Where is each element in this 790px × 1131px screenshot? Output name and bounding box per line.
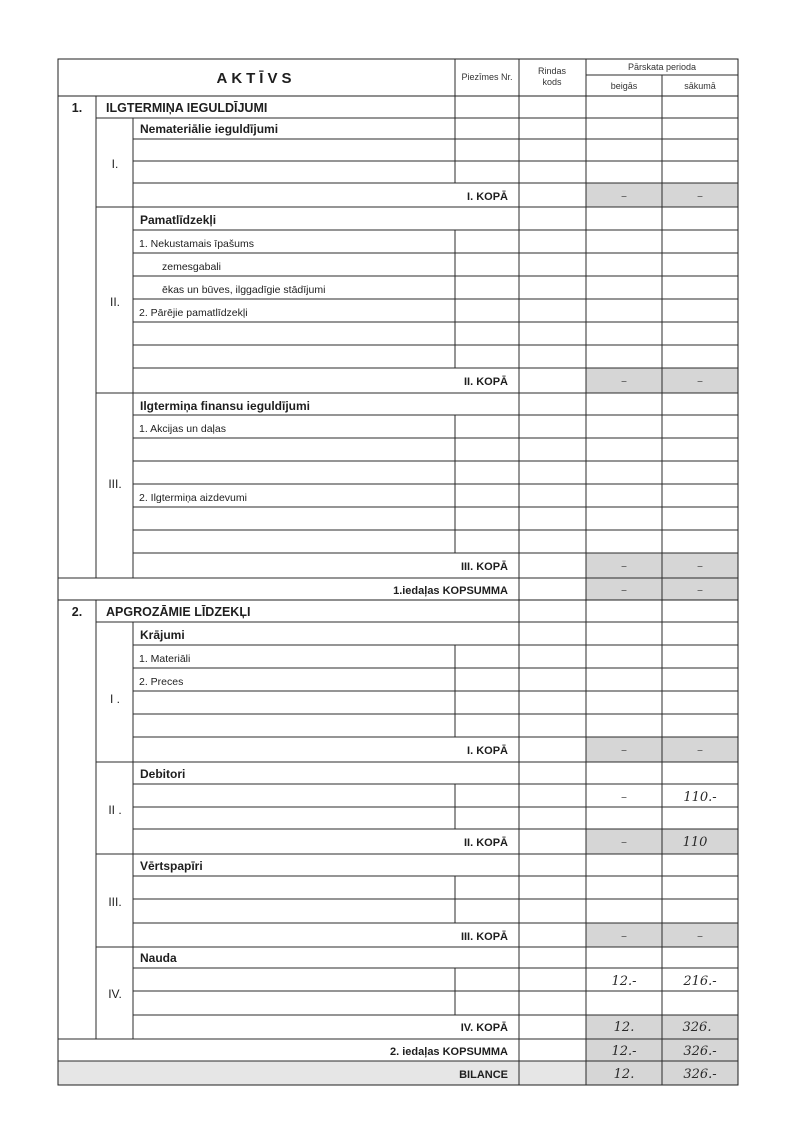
s1-sub3-row1: 1. Akcijas un daļas (139, 423, 226, 435)
header-code-line2: kods (542, 77, 562, 87)
s2-sub1-row2: 2. Preces (139, 676, 184, 688)
s1-sub2-row1: 1. Nekustamais īpašums (139, 238, 254, 250)
s2-sub1-title: Krājumi (140, 628, 185, 642)
s1-sub3-title: Ilgtermiņa finansu ieguldījumi (140, 399, 311, 413)
s1-sub2-total-start: – (697, 374, 703, 388)
s1-sub3-total-end: – (621, 559, 627, 573)
section2-sum-end: 12.- (611, 1044, 637, 1059)
s1-sub1-total-label: I. KOPĀ (467, 191, 508, 203)
s1-sub3-total-label: III. KOPĀ (460, 561, 508, 573)
s2-sub2-total-start: 110 (682, 835, 708, 850)
s2-sub2-row-start: 110.- (683, 790, 717, 805)
s2-sub2-title: Debitori (140, 767, 186, 781)
s2-sub4-total-label: IV. KOPĀ (460, 1022, 508, 1034)
section2-sum-label: 2. iedaļas KOPSUMMA (390, 1046, 508, 1058)
s2-sub4-row-start: 216.- (683, 974, 717, 989)
s1-sub2-total-end: – (621, 374, 627, 388)
section2-title: APGROZĀMIE LĪDZEKĻI (106, 605, 251, 619)
s1-sub1-title: Nemateriālie ieguldījumi (140, 122, 279, 136)
s1-sub2-total-label: II. KOPĀ (463, 376, 508, 388)
header-start: sākumā (684, 81, 716, 91)
s2-sub1-total-start: – (697, 743, 703, 757)
s2-sub1-total-label: I. KOPĀ (467, 745, 508, 757)
s1-sub2-roman: II. (109, 295, 121, 309)
section1-sum-label: 1.iedaļas KOPSUMMA (393, 585, 508, 597)
section2-sum-start: 326.- (683, 1044, 717, 1059)
section1-sum-end: – (621, 583, 627, 597)
s1-sub2-title: Pamatlīdzekļi (140, 213, 217, 227)
s2-sub2-total-label: II. KOPĀ (463, 837, 508, 849)
s1-sub3-roman: III. (108, 477, 122, 491)
s2-sub3-title: Vērtspapīri (140, 859, 203, 873)
section2-number: 2. (71, 605, 83, 619)
section1-sum-start: – (697, 583, 703, 597)
s1-sub2-row2: zemesgabali (162, 261, 221, 273)
s2-sub4-total-end: 12. (613, 1020, 635, 1035)
bilance-end: 12. (613, 1067, 635, 1082)
bilance-label: BILANCE (459, 1069, 508, 1081)
s2-sub3-total-label: III. KOPĀ (460, 931, 508, 943)
header-period: Pārskata perioda (627, 62, 697, 72)
s2-sub4-title: Nauda (140, 951, 177, 965)
s2-sub2-row-end: – (621, 790, 627, 804)
section1-title: ILGTERMIŅA IEGULDĪJUMI (106, 101, 268, 115)
s2-sub3-roman: III. (108, 895, 122, 909)
s1-sub2-row3: ēkas un būves, ilggadīgie stādījumi (162, 284, 326, 296)
s1-sub1-roman: I. (111, 157, 119, 171)
s2-sub3-total-start: – (697, 929, 703, 943)
s2-sub1-roman: I . (109, 692, 121, 706)
header-end: beigās (610, 81, 638, 91)
s2-sub2-total-end: – (621, 835, 627, 849)
section1-number: 1. (71, 101, 83, 115)
bilance-start: 326.- (683, 1067, 717, 1082)
title-aktivs: AKTĪVS (216, 70, 296, 87)
s1-sub1-total-start: – (697, 189, 703, 203)
s2-sub4-row-end: 12.- (611, 974, 637, 989)
s1-sub3-row2: 2. Ilgtermiņa aizdevumi (139, 492, 247, 504)
s2-sub3-total-end: – (621, 929, 627, 943)
s1-sub2-row4: 2. Pārējie pamatlīdzekļi (139, 307, 248, 319)
s1-sub3-total-start: – (697, 559, 703, 573)
header-code-line1: Rindas (537, 66, 567, 76)
s2-sub4-total-start: 326. (682, 1020, 712, 1035)
s2-sub4-roman: IV. (108, 987, 122, 1001)
s1-sub1-total-end: – (621, 189, 627, 203)
s2-sub1-total-end: – (621, 743, 627, 757)
header-notes: Piezīmes Nr. (461, 72, 513, 82)
s2-sub1-row1: 1. Materiāli (139, 653, 191, 665)
s2-sub2-roman: II . (108, 803, 122, 817)
